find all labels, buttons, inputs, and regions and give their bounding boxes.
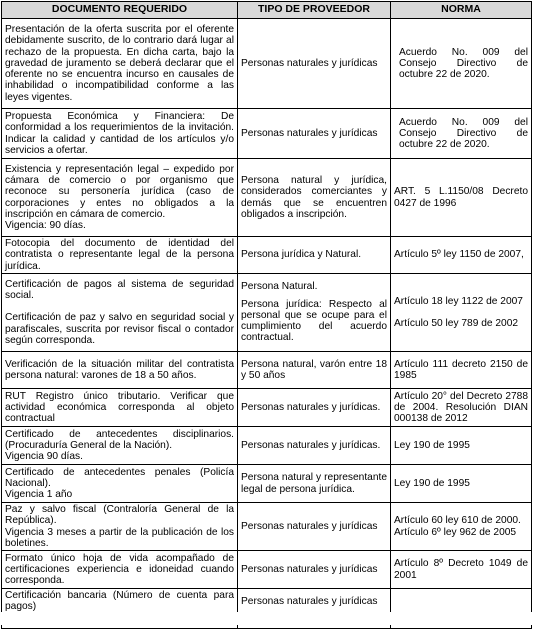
- header-tipo-proveedor: TIPO DE PROVEEDOR: [238, 2, 391, 19]
- tipo-proveedor-cell: Personas naturales y jurídicas: [238, 19, 391, 109]
- documento-text: Certificación de paz y salvo en seguridad social y parafiscales, suscrita por revisor fiscal o contador según corresponda.: [5, 312, 234, 346]
- table-row: [2, 237, 532, 274]
- tipo-proveedor-cell: Personas naturales y jurídicas: [238, 109, 391, 159]
- table-row: [2, 19, 532, 109]
- documento-cell: Fotocopia del documento de identidad del contratista o representante legal de la persona jurídica.: [2, 237, 238, 274]
- documento-cell: [2, 274, 238, 352]
- table-row: [2, 352, 532, 389]
- documento-cell: [2, 159, 238, 237]
- table-row: [2, 109, 532, 159]
- documento-cell: Propuesta Económica y Financiera: De conformidad a los requerimientos de la invitación. Indicar la calidad y cantidad de los artículos y/o servicios a ofertar.: [2, 109, 238, 159]
- vigencia-text: Vigencia 1 año: [5, 489, 73, 501]
- documento-cell: Formato único hoja de vida acompañado de certificaciones experiencia e idoneidad cuando corresponda.: [2, 551, 238, 589]
- table-row: [2, 389, 532, 427]
- norma-cell: Acuerdo No. 009 del Consejo Directivo de octubre 22 de 2020.: [391, 19, 532, 109]
- documento-text: Existencia y representación legal – expedido por cámara de comercio o por organismo que reconoce su personería jurídica (caso de corporaciones y entes no obligados a la inscripción en cámara de comercio.: [5, 163, 234, 220]
- table-row: [2, 274, 532, 352]
- table-row: [2, 551, 532, 589]
- documento-cell: [2, 503, 238, 551]
- norma-text: Artículo 60 ley 610 de 2000.: [394, 515, 521, 527]
- documento-cell: [2, 427, 238, 465]
- table-header-row: [2, 2, 532, 19]
- norma-cell: Artículo 111 decreto 2150 de 1985: [391, 352, 532, 389]
- vigencia-text: Vigencia: 90 días.: [5, 220, 86, 232]
- tipo-proveedor-cell: Personas naturales y jurídicas: [238, 551, 391, 589]
- norma-cell: ART. 5 L.1150/08 Decreto 0427 de 1996: [391, 159, 532, 237]
- tipo-proveedor-cell: Personas naturales y jurídicas.: [238, 427, 391, 465]
- documento-cell: RUT Registro único tributario. Verificar que actividad económica corresponda al objeto contractual: [2, 389, 238, 427]
- documento-cell: Verificación de la situación militar del contratista persona natural: varones de 18 a 50 años.: [2, 352, 238, 389]
- table-row: [2, 503, 532, 551]
- tipo-proveedor-cell: Persona natural, varón entre 18 y 50 años: [238, 352, 391, 389]
- norma-cell: [391, 589, 532, 615]
- norma-cell: Ley 190 de 1995: [391, 465, 532, 503]
- documento-text: Certificación de pagos al sistema de seguridad social.: [5, 278, 234, 302]
- vigencia-text: Vigencia 90 días.: [5, 451, 83, 463]
- header-norma: NORMA: [391, 2, 532, 19]
- requirements-table: [1, 1, 532, 629]
- header-documento: DOCUMENTO REQUERIDO: [2, 2, 238, 19]
- norma-cell: [391, 503, 532, 551]
- norma-text: Artículo 6º ley 962 de 2005: [394, 526, 517, 538]
- documento-cell: [2, 465, 238, 503]
- norma-text: Artículo 18 ley 1122 de 2007: [394, 295, 523, 307]
- table-row: [2, 159, 532, 237]
- tipo-text: Persona jurídica: Respecto al personal que se ocupe para el cumplimiento del acuerdo contractual.: [241, 298, 387, 344]
- norma-cell: Artículo 8º Decreto 1049 de 2001: [391, 551, 532, 589]
- norma-cell: [391, 274, 532, 352]
- tipo-proveedor-cell: Personas naturales y jurídicas: [238, 589, 391, 615]
- tipo-proveedor-cell: Persona natural y jurídica, considerados comerciantes y demás que se encuentren obligados a inscripción.: [238, 159, 391, 237]
- tipo-proveedor-cell: Personas naturales y jurídicas.: [238, 389, 391, 427]
- table-row: [2, 427, 532, 465]
- vigencia-text: Vigencia 3 meses a partir de la publicación de los boletines.: [5, 526, 234, 549]
- tipo-proveedor-cell: Persona natural y representante legal de persona jurídica.: [238, 465, 391, 503]
- norma-cell: Ley 190 de 1995: [391, 427, 532, 465]
- table-row: [2, 589, 532, 615]
- page-cutoff: [0, 612, 533, 625]
- tipo-proveedor-cell: Personas naturales y jurídicas: [238, 503, 391, 551]
- table-row: [2, 465, 532, 503]
- norma-cell: Acuerdo No. 009 del Consejo Directivo de octubre 22 de 2020.: [391, 109, 532, 159]
- documento-text: Certificado de antecedentes penales (Policía Nacional).: [5, 466, 234, 489]
- documento-cell: Certificación bancaria (Número de cuenta para pagos): [2, 589, 238, 615]
- norma-text: Artículo 50 ley 789 de 2002: [394, 318, 519, 329]
- documento-text: Certificado de antecedentes disciplinarios. (Procuraduría General de la Nación).: [5, 428, 234, 451]
- documento-cell: Presentación de la oferta suscrita por el oferente debidamente suscrito, de lo contrario dará lugar al rechazo de la propuesta. En dicha carta, bajo la gravedad de juramento se deberá declarar que el oferente no se encuentra incurso en causales de inhabilidad o incompatibilidad conforme a las leyes vigentes.: [2, 19, 238, 109]
- norma-cell: Artículo 20° del Decreto 2788 de 2004. Resolución DIAN 000138 de 2012: [391, 389, 532, 427]
- norma-cell: Artículo 5º ley 1150 de 2007,: [391, 237, 532, 274]
- tipo-proveedor-cell: Persona jurídica y Natural.: [238, 237, 391, 274]
- tipo-text: Persona Natural.: [241, 281, 318, 293]
- documento-text: Paz y salvo fiscal (Contraloría General de la República).: [5, 504, 234, 527]
- tipo-proveedor-cell: [238, 274, 391, 352]
